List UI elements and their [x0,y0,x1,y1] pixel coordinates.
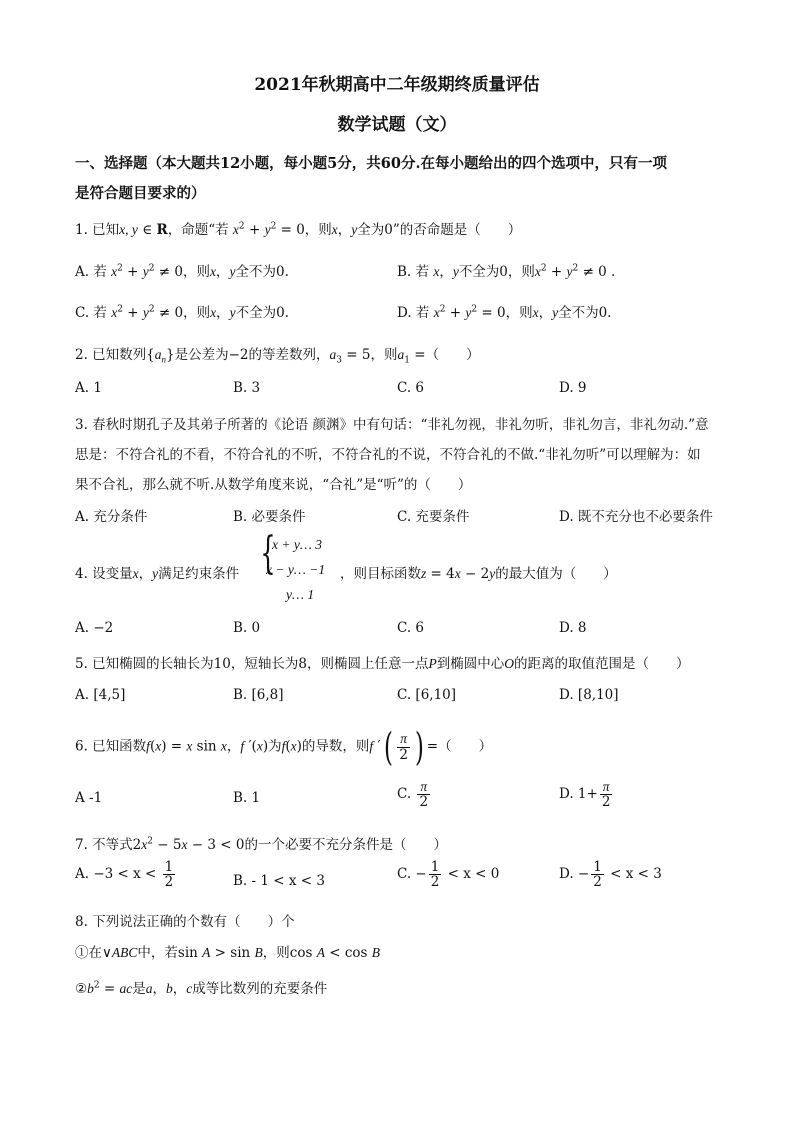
question-7-option-b: B. - 1 < x < 3 [233,873,325,889]
question-5-option-c: C. [6,10] [397,687,457,703]
question-6-option-d: D. 1+ $\frac{\pi}{2}$ [559,779,611,811]
question-2-option-c: C. 6 [397,380,425,396]
section-heading-line1: 一、选择题（本大题共12小题，每小题5分，共60分.在每小题给出的四个选项中，只有一项 [75,155,667,172]
constraint-2: x − y… −1 [266,562,326,577]
constraint-brace: { [260,528,276,579]
question-1-option-b: B. 若 x，y不全为0，则$x^2 + y^2 \ne 0$ . [397,263,616,280]
question-1-option-c: C. 若 $x^2 + y^2 \ne 0$，则x，y不全为0. [75,304,289,321]
question-6-option-c: C. $\frac{\pi}{2}$ [397,779,429,811]
question-4-stem-end: ，则目标函数z = 4x − 2y的最大值为（ ） [340,566,617,582]
question-8-stem: 8. 下列说法正确的个数有（ ）个 [75,914,295,930]
question-2-option-d: D. 9 [559,380,587,396]
question-3-option-a: A. 充分条件 [75,509,148,525]
question-3-line2: 思是：不符合礼的不看，不符合礼的不听，不符合礼的不说，不符合礼的不做.“非礼勿听”可以理解为：如 [75,447,701,463]
question-7-stem: 7. 不等式$2x^2 - 5x - 3 < 0$的一个必要不充分条件是（ ） [75,836,447,853]
question-1-option-a: A. 若 $x^2 + y^2 \ne 0$，则x，y全不为0. [75,263,289,280]
constraint-3: y… 1 [286,587,315,602]
question-2-option-a: A. 1 [75,380,102,396]
question-3-option-b: B. 必要条件 [233,509,306,525]
constraint-1: x + y… 3 [272,537,322,552]
question-1-option-d: D. 若 $x^2 + y^2 = 0$，则x，y全不为0. [397,304,612,321]
page-title: 2021年秋期高中二年级期终质量评估 [254,75,540,95]
page-subtitle: 数学试题（文） [337,115,457,135]
question-6-stem: 6. 已知函数f(x) = x sin x，f ′(x)为f(x)的导数，则f ′( $\frac{\pi}{2}$ ) =（ ） [75,725,493,769]
question-8-statement-2: $②b^2$ = ac是a，b，c成等比数列的充要条件 [75,980,328,997]
question-4-stem: 4. 设变量x，y满足约束条件 [75,566,240,582]
question-7-option-c: C. − $\frac{1}{2}$ < x < 0 [397,859,500,891]
question-4-option-b: B. 0 [233,620,261,636]
question-5-stem: 5. 已知椭圆的长轴长为10，短轴长为8，则椭圆上任意一点P到椭圆中心O的距离的取值范围是（ ） [75,656,690,672]
question-3-option-c: C. 充要条件 [397,509,470,525]
question-4-option-c: C. 6 [397,620,425,636]
section-heading-line2: 是符合题目要求的） [75,185,206,202]
question-7-option-d: D. − $\frac{1}{2}$ < x < 3 [559,859,662,891]
question-3-line1: 3. 春秋时期孔子及其弟子所著的《论语 颜渊》中有句话：“非礼勿视，非礼勿听，非礼勿言，非礼勿动.”意 [75,417,709,433]
question-6-option-b: B. 1 [233,790,261,806]
question-1-stem: 1. 已知x, y ∈ R，命题“若 $x^2 + y^2 = 0$，则x，y全为0”的否命题是（ ） [75,221,522,238]
question-3-line3: 果不合礼，那么就不听.从数学角度来说，“合礼”是“听”的（ ） [75,477,472,493]
question-4-option-d: D. 8 [559,620,587,636]
question-2-option-b: B. 3 [233,380,261,396]
question-5-option-a: A. [4,5] [75,687,126,703]
question-2-stem: 2. 已知数列$\{a_n\}$是公差为−2的等差数列，$a_3 = 5$，则$a_1$ =（ ） [75,347,480,366]
question-4-option-a: A. −2 [75,620,114,636]
question-3-option-d: D. 既不充分也不必要条件 [559,509,713,525]
question-7-option-a: A. −3 < x < $\frac{1}{2}$ [75,859,174,891]
question-5-option-b: B. [6,8] [233,687,284,703]
question-8-statement-1: ①在∨ABC中，若sin A > sin B，则cos A < cos B [75,945,380,961]
question-6-option-a: A -1 [75,790,103,806]
question-5-option-d: D. [8,10] [559,687,619,703]
